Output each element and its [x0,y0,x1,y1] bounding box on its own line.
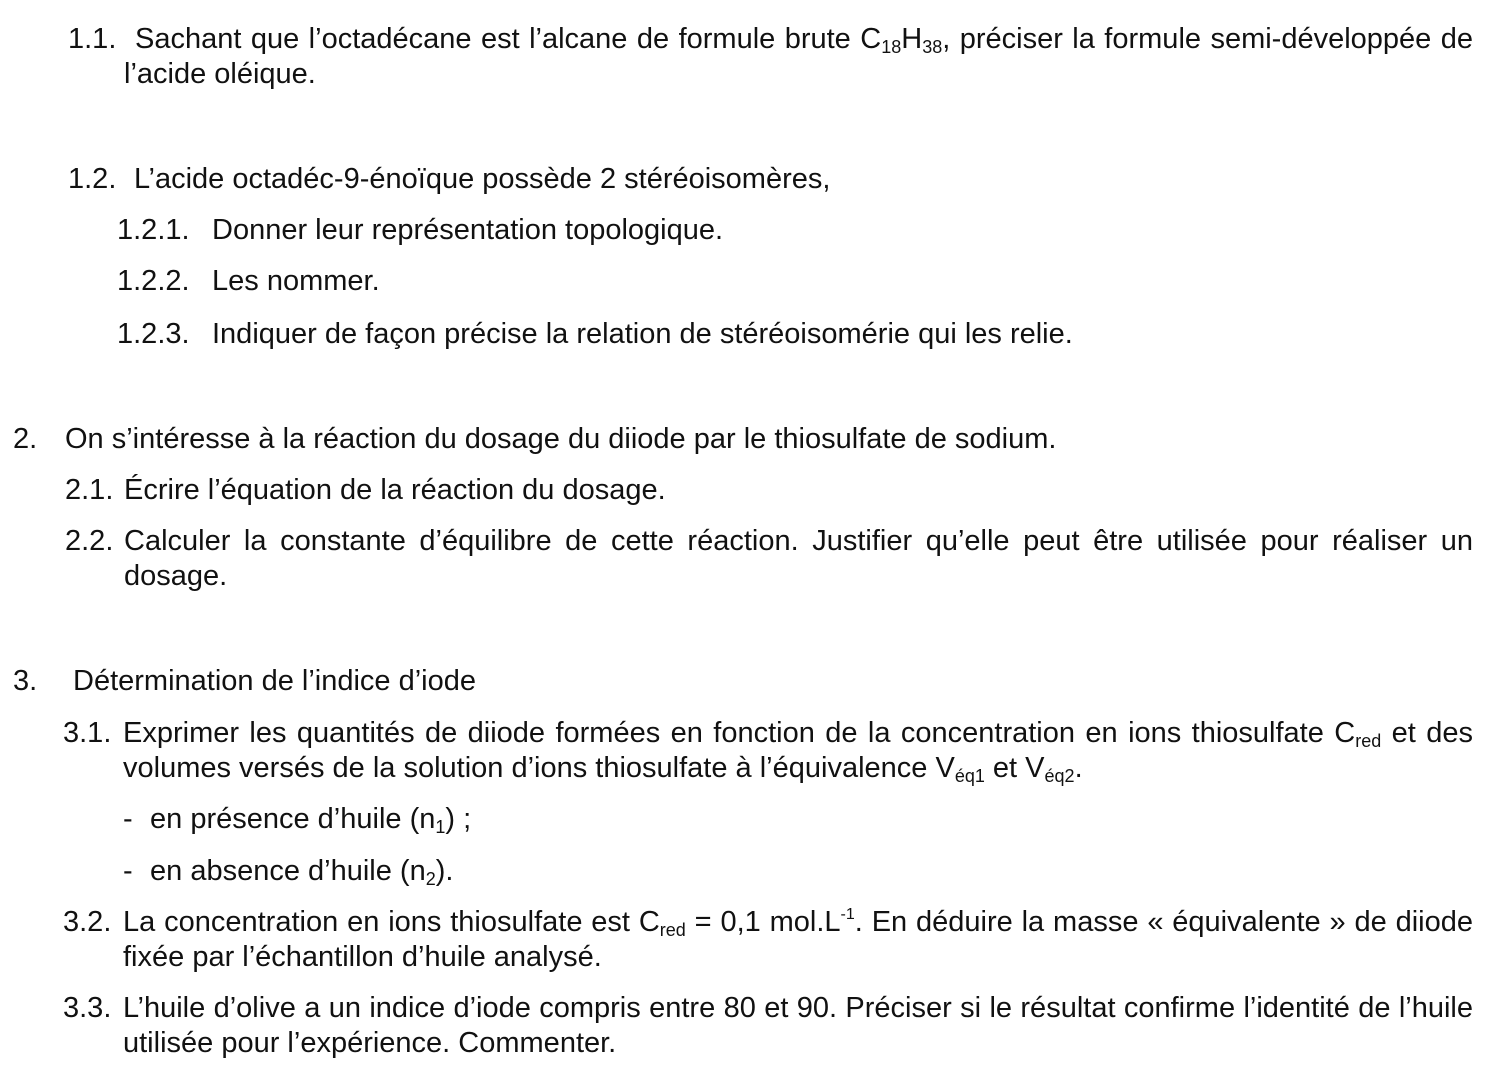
question-text: Détermination de l’indice d’iode [73,665,477,697]
question-text: Exprimer les quantités de diiode formées en fonction de la concentration en ions thiosulfate $C_{red}$ et des volumes versés de la solution d’ions thiosulfate à l’équivalence $V_{éq1}$ et $V_{éq2}$. [123,717,1473,786]
question-1-2-3 [117,317,1473,352]
question-number: 1.2.1. [117,214,190,246]
question-text: Indiquer de façon précise la relation de stéréoisomérie qui les relie. [212,318,1073,350]
list-item-with-oil [123,802,1423,837]
question-3-2 [63,905,1473,975]
question-text: Sachant que l’octadécane est l’alcane de formule brute $C_{18}H_{38}$, préciser la formule semi-développée de l’acide oléique. [124,23,1474,90]
question-number: 3.1. [63,717,112,749]
question-number: 3.2. [63,906,112,938]
question-number: 2.1. [65,474,114,506]
question-text: Calculer la constante d’équilibre de cette réaction. Justifier qu’elle peut être utilisée pour réaliser un dosage. [124,525,1473,592]
question-1-2-1 [117,213,1473,248]
question-2-1 [65,473,1473,508]
question-number: 1.2.3. [117,318,190,350]
list-dash: - [123,855,133,887]
question-text: Les nommer. [212,265,380,297]
question-3-3 [63,991,1473,1061]
question-number: 2.2. [65,525,114,557]
question-text: Donner leur représentation topologique. [212,214,724,246]
list-item-text: en présence d’huile $(n_1)$ ; [150,803,472,837]
question-text: Écrire l’équation de la réaction du dosage. [124,474,666,506]
list-dash: - [123,803,133,835]
list-item-without-oil [123,854,1423,889]
list-item-text: en absence d’huile $(n_2)$. [150,855,454,889]
question-number: 3.3. [63,992,112,1024]
question-2-2 [65,524,1473,594]
question-3-1 [63,716,1473,786]
question-text: L’huile d’olive a un indice d’iode compris entre 80 et 90. Préciser si le résultat confirme l’identité de l’huile utilisée pour l’expérience. Commenter. [123,992,1473,1059]
question-1-2-2 [117,264,1473,299]
question-number: 1.2.2. [117,265,190,297]
question-number: 3. [13,665,38,697]
question-number: 2. [13,423,38,455]
question-text: On s’intéresse à la réaction du dosage du diiode par le thiosulfate de sodium. [65,423,1057,455]
question-number: 1.2. [68,163,117,195]
question-1-2 [68,162,1473,197]
question-number: 1.1. [68,23,117,55]
question-text: La concentration en ions thiosulfate est $C_{red} = 0,1$ $mol.L^{-1}$. En déduire la masse « équivalente » de diiode fixée par l’échantillon d’huile analysé. [123,906,1473,973]
question-text: L’acide octadéc-9-énoïque possède 2 stéréoisomères, [134,163,831,195]
question-2 [13,422,1473,457]
question-3 [13,664,1473,699]
question-1-1 [68,22,1473,92]
